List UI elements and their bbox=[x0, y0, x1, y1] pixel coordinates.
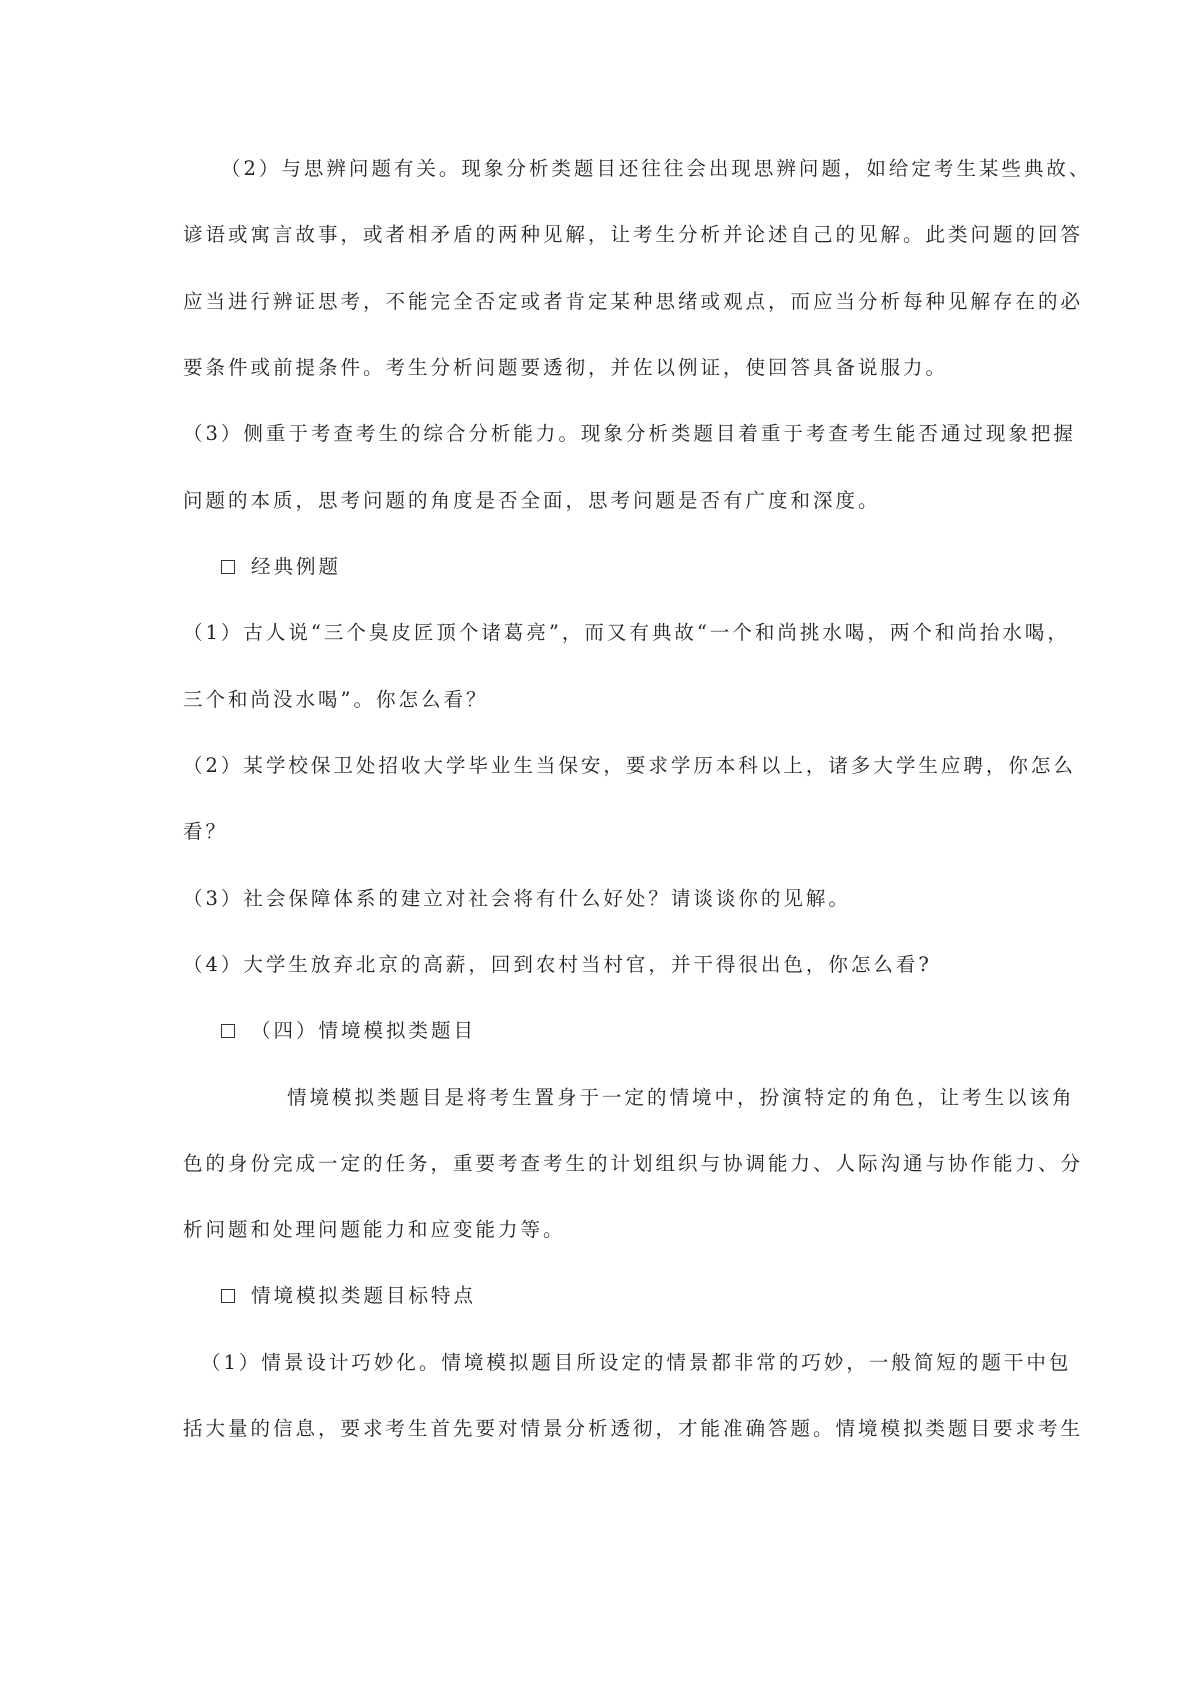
paragraph-line: 谚语或寓言故事，或者相矛盾的两种见解，让考生分析并论述自己的见解。此类问题的回答 bbox=[183, 223, 1084, 246]
heading-text: （四）情境模拟类题目 bbox=[251, 1019, 477, 1042]
example-line: 三个和尚没水喝”。你怎么看？ bbox=[183, 688, 489, 711]
section-heading bbox=[183, 1283, 476, 1309]
paragraph-line: （1）情景设计巧妙化。情境模拟题目所设定的情景都非常的巧妙，一般简短的题干中包 bbox=[201, 1351, 1072, 1374]
checkbox-bullet-icon bbox=[221, 1024, 235, 1038]
example-line: 看？ bbox=[183, 820, 229, 843]
section-heading bbox=[183, 554, 341, 580]
paragraph-line: 要条件或前提条件。考生分析问题要透彻，并佐以例证，使回答具备说服力。 bbox=[183, 356, 949, 379]
checkbox-bullet-icon bbox=[221, 560, 235, 574]
paragraph-line: 情境模拟类题目是将考生置身于一定的情境中，扮演特定的角色，让考生以该角 bbox=[287, 1086, 1075, 1109]
paragraph-line: （3）侧重于考查考生的综合分析能力。现象分析类题目着重于考查考生能否通过现象把握 bbox=[183, 422, 1076, 445]
example-line: （2）某学校保卫处招收大学毕业生当保安，要求学历本科以上，诸多大学生应聘，你怎么 bbox=[183, 754, 1076, 777]
paragraph-line: （2）与思辨问题有关。现象分析类题目还往往会出现思辨问题，如给定考生某些典故、 bbox=[221, 157, 1092, 180]
paragraph-line: 问题的本质，思考问题的角度是否全面，思考问题是否有广度和深度。 bbox=[183, 489, 881, 512]
paragraph-line: 色的身份完成一定的任务，重要考查考生的计划组织与协调能力、人际沟通与协作能力、分 bbox=[183, 1152, 1084, 1175]
heading-text: 情境模拟类题目标特点 bbox=[251, 1284, 477, 1307]
checkbox-bullet-icon bbox=[221, 1289, 235, 1303]
paragraph-line: 应当进行辨证思考，不能完全否定或者肯定某种思绪或观点，而应当分析每种见解存在的必 bbox=[183, 290, 1084, 313]
example-line: （4）大学生放弃北京的高薪，回到农村当村官，并干得很出色，你怎么看? bbox=[183, 953, 932, 976]
paragraph-line: 括大量的信息，要求考生首先要对情景分析透彻，才能准确答题。情境模拟类题目要求考生 bbox=[183, 1417, 1084, 1440]
heading-text: 经典例题 bbox=[251, 555, 342, 578]
example-line: （1）古人说“三个臭皮匠顶个诸葛亮”，而又有典故“一个和尚挑水喝，两个和尚抬水喝， bbox=[183, 621, 1070, 644]
example-line: （3）社会保障体系的建立对社会将有什么好处？请谈谈你的见解。 bbox=[183, 887, 851, 910]
paragraph-line: 析问题和处理问题能力和应变能力等。 bbox=[183, 1218, 566, 1241]
section-heading bbox=[183, 1018, 476, 1044]
